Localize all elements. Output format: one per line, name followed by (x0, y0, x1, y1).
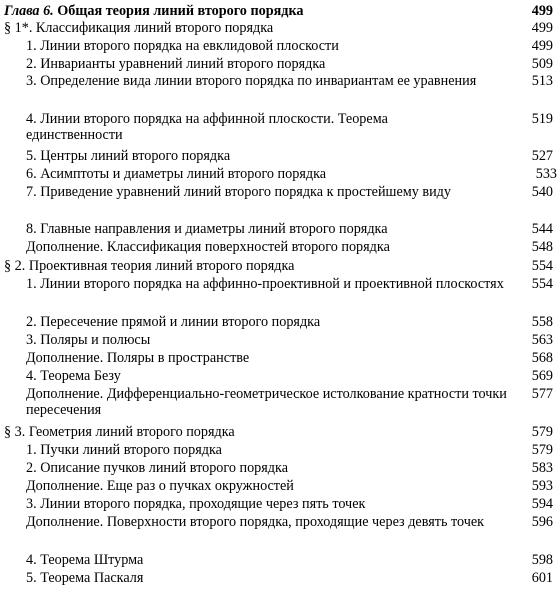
entry-page: 513 (531, 73, 553, 89)
entry-text: Дополнение. Еще раз о пучках окружностей (26, 478, 294, 494)
entry-text: § 3. Геометрия линий второго порядка (4, 424, 235, 440)
entry-text: 4. Теорема Безу (26, 368, 121, 384)
entry-text: 8. Главные направления и диаметры линий второго порядка (26, 221, 388, 237)
chapter-number: Глава 6. (4, 3, 54, 19)
entry-page: 579 (531, 442, 553, 458)
entry-page: 540 (531, 184, 553, 200)
entry-page: 509 (531, 56, 553, 72)
entry-page: 519 (531, 111, 553, 127)
entry-page: 593 (531, 478, 553, 494)
entry-text: § 1*. Классификация линий второго порядка (4, 20, 274, 36)
entry-page: 499 (531, 38, 553, 54)
entry-text: 5. Центры линий второго порядка (26, 148, 231, 164)
entry-text: 3. Определение вида линии второго порядка по инвариантам ее уравнения (26, 73, 477, 89)
entry-text: 2. Пересечение прямой и линии второго порядка (26, 314, 321, 330)
chapter-title: Общая теория линий второго порядка (57, 3, 304, 19)
entry-page: 601 (531, 570, 553, 586)
entry-text: 3. Поляры и полюсы (26, 332, 151, 348)
entry-text: Дополнение. Поляры в пространстве (26, 350, 250, 366)
entry-page: 577 (531, 386, 553, 402)
entry-text: Дополнение. Классификация поверхностей второго порядка (26, 239, 390, 255)
entry-text: 6. Асимптоты и диаметры линий второго порядка (26, 166, 327, 182)
entry-page: 533 (535, 166, 557, 182)
entry-text: 5. Теорема Паскаля (26, 570, 144, 586)
chapter-page: 499 (531, 3, 553, 19)
entry-page: 583 (531, 460, 553, 476)
entry-text: 7. Приведение уравнений линий второго порядка к простейшему виду (26, 184, 451, 200)
entry-text: 2. Инварианты уравнений линий второго порядка (26, 56, 326, 72)
entry-text: Дополнение. Поверхности второго порядка, проходящие через девять точек (26, 514, 485, 530)
entry-text: 2. Описание пучков линий второго порядка (26, 460, 288, 476)
entry-page: 563 (531, 332, 553, 348)
entry-text: 4. Теорема Штурма (26, 552, 144, 568)
entry-page: 598 (531, 552, 553, 568)
entry-text: 4. Линии второго порядка на аффинной плоскости. Теорема единственности (26, 111, 388, 143)
entry-text: 3. Линии второго порядка, проходящие через пять точек (26, 496, 366, 512)
entry-text: Дополнение. Дифференциально-геометрическое истолкование кратности точки пересечения (26, 386, 507, 418)
entry-page: 527 (531, 148, 553, 164)
entry-text: § 2. Проективная теория линий второго порядка (4, 258, 295, 274)
entry-page: 596 (531, 514, 553, 530)
entry-text: 1. Линии второго порядка на аффинно-проективной и проективной плоскостях (26, 276, 504, 292)
entry-page: 558 (531, 314, 553, 330)
entry-text: 1. Пучки линий второго порядка (26, 442, 222, 458)
entry-page: 554 (531, 276, 553, 292)
entry-page: 499 (531, 20, 553, 36)
entry-page: 548 (531, 239, 553, 255)
entry-page: 568 (531, 350, 553, 366)
entry-page: 579 (531, 424, 553, 440)
entry-page: 544 (531, 221, 553, 237)
entry-page: 594 (531, 496, 553, 512)
entry-text: 1. Линии второго порядка на евклидовой плоскости (26, 38, 339, 54)
entry-page: 554 (531, 258, 553, 274)
chapter-title-line (4, 3, 304, 19)
entry-page: 569 (531, 368, 553, 384)
